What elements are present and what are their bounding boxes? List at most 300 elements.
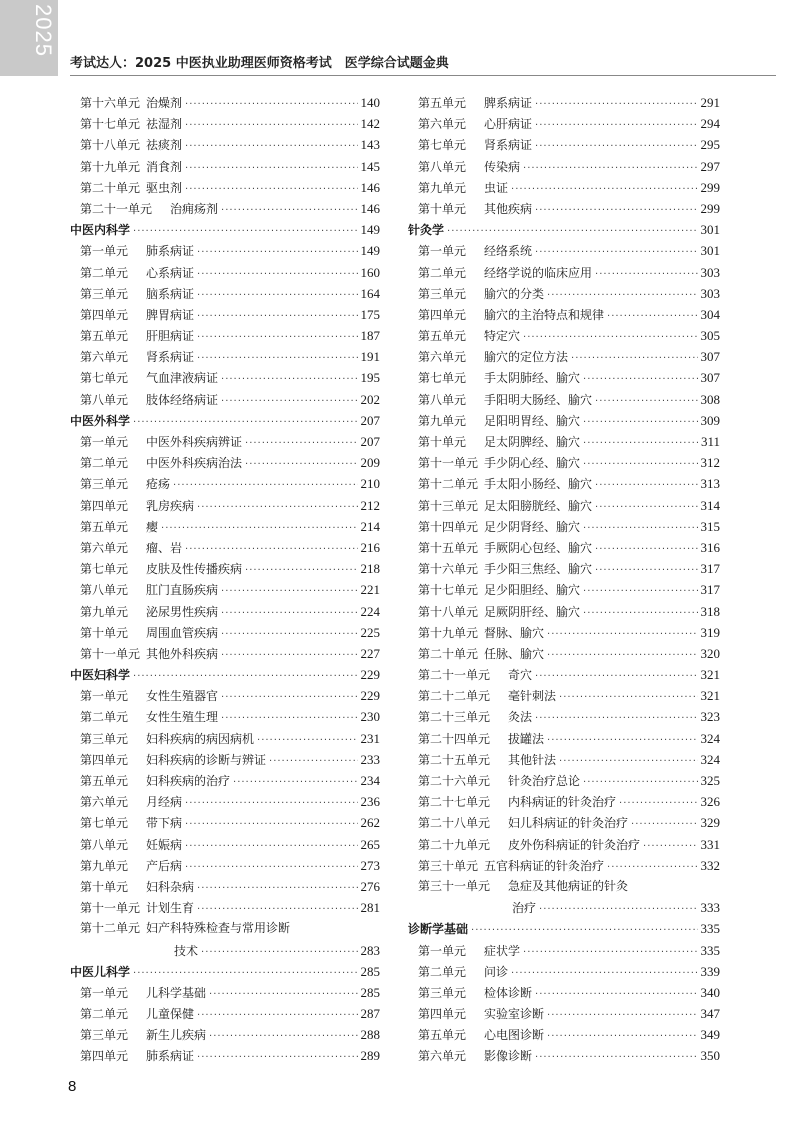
toc-entry-label xyxy=(418,390,592,411)
leader-dots xyxy=(539,899,697,920)
toc-section-row xyxy=(70,219,380,240)
toc-entry-title: 肛门直肠疾病 xyxy=(146,583,219,598)
leader-dots xyxy=(133,666,357,687)
toc-unit-number: 第一单元 xyxy=(418,244,467,259)
toc-entry-label xyxy=(418,983,532,1004)
toc-entry-row xyxy=(70,706,380,727)
toc-entry-label xyxy=(80,538,182,559)
toc-page-number: 321 xyxy=(700,667,720,683)
toc-entry-row xyxy=(70,897,380,918)
toc-entry-label xyxy=(80,771,230,792)
toc-entry-label xyxy=(418,1046,532,1067)
toc-entry-row xyxy=(70,346,380,367)
side-year-tab xyxy=(0,0,58,76)
toc-unit-number: 第十一单元 xyxy=(80,901,141,916)
toc-entry-title: 毫针刺法 xyxy=(508,689,557,704)
toc-entry-title: 泌尿男性疾病 xyxy=(146,604,219,619)
toc-entry-title: 女性生殖生理 xyxy=(146,710,219,725)
toc-entry-row xyxy=(70,601,380,622)
toc-page-number: 331 xyxy=(700,836,720,852)
toc-entry-title: 内科病证的针灸治疗 xyxy=(508,795,617,810)
toc-entry-title: 妇科疾病的诊断与辨证 xyxy=(146,752,267,767)
toc-page-number: 299 xyxy=(700,179,720,195)
leader-dots xyxy=(185,115,357,136)
leader-dots xyxy=(185,836,357,857)
toc-entry-row xyxy=(408,601,720,622)
toc-unit-number: 第十六单元 xyxy=(80,96,141,110)
toc-entry-title: 症状学 xyxy=(484,943,521,958)
leader-dots xyxy=(197,1005,357,1026)
leader-dots xyxy=(197,899,357,920)
toc-page-number: 311 xyxy=(700,434,720,449)
toc-entry-label xyxy=(80,157,182,178)
toc-entry-title: 治痈疡剂 xyxy=(170,201,219,216)
toc-entry-row xyxy=(70,812,380,833)
leader-dots xyxy=(197,285,357,306)
toc-page-number: 227 xyxy=(360,645,380,661)
toc-entry-label xyxy=(80,114,182,135)
toc-entry-title: 治燥剂 xyxy=(146,96,183,110)
toc-entry-label xyxy=(418,813,628,834)
leader-dots xyxy=(173,475,357,496)
toc-entry-label xyxy=(80,856,182,877)
toc-entry-label xyxy=(418,347,568,368)
toc-entry-label xyxy=(80,496,194,517)
toc-entry-title: 妇科疾病的治疗 xyxy=(146,774,231,788)
leader-dots xyxy=(523,327,697,348)
toc-unit-number: 第八单元 xyxy=(418,159,467,174)
toc-page-number: 236 xyxy=(360,794,380,810)
toc-entry-title: 女性生殖器官 xyxy=(146,689,219,704)
toc-page-number: 301 xyxy=(700,222,720,238)
toc-unit-number: 第七单元 xyxy=(80,371,129,386)
toc-entry-label xyxy=(418,241,532,262)
toc-entry-row xyxy=(70,198,380,219)
toc-unit-number: 第八单元 xyxy=(418,392,467,407)
toc-entry-row xyxy=(408,685,720,706)
toc-entry-label xyxy=(418,284,544,305)
leader-dots xyxy=(595,497,697,518)
toc-entry-title: 足少阴肾经、腧穴 xyxy=(484,519,581,534)
toc-unit-number: 第十二单元 xyxy=(80,921,141,936)
toc-unit-number: 第三单元 xyxy=(418,985,467,1000)
toc-page-number: 225 xyxy=(360,624,380,640)
leader-dots xyxy=(535,136,697,157)
toc-unit-number: 第三单元 xyxy=(80,1028,129,1043)
leader-dots xyxy=(185,179,357,200)
leader-dots xyxy=(535,94,697,115)
toc-section-title: 中医外科学 xyxy=(70,413,131,428)
leader-dots xyxy=(547,1026,697,1047)
leader-dots xyxy=(547,285,697,306)
toc-entry-row xyxy=(70,177,380,198)
leader-dots xyxy=(523,158,697,179)
toc-entry-title: 肾系病证 xyxy=(484,138,533,153)
leader-dots xyxy=(643,836,697,857)
toc-entry-row xyxy=(70,834,380,855)
toc-entry-label xyxy=(80,474,170,495)
toc-entry-row xyxy=(70,770,380,791)
toc-section-row xyxy=(70,664,380,685)
toc-unit-number: 第一单元 xyxy=(80,244,129,259)
toc-section-title: 中医内科学 xyxy=(70,223,131,238)
toc-entry-row xyxy=(408,664,720,685)
toc-entry-row xyxy=(70,622,380,643)
toc-entry-title: 疮疡 xyxy=(146,477,171,492)
leader-dots xyxy=(197,327,357,348)
toc-page-number: 287 xyxy=(360,1006,380,1022)
toc-page-number: 149 xyxy=(360,222,380,238)
leader-dots xyxy=(257,730,357,751)
toc-entry-label xyxy=(418,135,532,156)
toc-entry-title: 手太阴肺经、腧穴 xyxy=(484,371,581,386)
toc-entry-title: 治疗 xyxy=(512,901,537,916)
toc-unit-number: 第六单元 xyxy=(80,795,129,810)
toc-entry-title: 手少阳三焦经、腧穴 xyxy=(484,562,593,577)
toc-page-number: 335 xyxy=(700,942,720,958)
toc-entry-label xyxy=(80,263,194,284)
toc-page-number: 175 xyxy=(360,306,380,322)
leader-dots xyxy=(233,772,357,793)
toc-unit-number: 第十一单元 xyxy=(418,456,479,471)
toc-page-number: 149 xyxy=(360,243,380,259)
leader-dots xyxy=(197,497,357,518)
toc-entry-label xyxy=(418,496,592,517)
leader-dots xyxy=(185,857,357,878)
toc-page-number: 283 xyxy=(360,942,380,958)
toc-entry-title: 瘤、岩 xyxy=(146,540,183,555)
toc-page-number: 229 xyxy=(360,688,380,704)
toc-entry-row xyxy=(70,134,380,155)
toc-entry-row xyxy=(70,240,380,261)
leader-dots xyxy=(185,94,357,115)
toc-entry-row xyxy=(408,876,720,897)
toc-unit-number: 第一单元 xyxy=(80,689,129,704)
toc-unit-number: 第十九单元 xyxy=(80,159,141,174)
toc-unit-number: 第二单元 xyxy=(418,265,467,280)
toc-entry-label xyxy=(80,707,218,728)
leader-dots xyxy=(547,624,697,645)
toc-unit-number: 第二单元 xyxy=(80,456,129,471)
toc-entry-label xyxy=(418,750,556,771)
toc-unit-number: 第十单元 xyxy=(80,879,129,894)
toc-page-number: 142 xyxy=(360,116,380,132)
toc-unit-number: 第十四单元 xyxy=(418,519,479,534)
leader-dots xyxy=(185,136,357,157)
toc-entry-label xyxy=(80,432,242,453)
toc-entry-row xyxy=(408,304,720,325)
toc-entry-title: 心系病证 xyxy=(146,265,195,280)
toc-entry-title: 心肝病证 xyxy=(484,117,533,132)
toc-entry-title: 妇科杂病 xyxy=(146,879,195,894)
toc-entry-title: 乳房疾病 xyxy=(146,498,195,513)
toc-entry-row xyxy=(408,346,720,367)
toc-section-title: 诊断学基础 xyxy=(408,922,469,937)
toc-entry-title: 传染病 xyxy=(484,159,521,174)
toc-entry-title: 周围血管疾病 xyxy=(146,625,219,640)
toc-entry-row xyxy=(70,558,380,579)
toc-entry-label xyxy=(418,623,544,644)
toc-unit-number: 第六单元 xyxy=(80,350,129,365)
toc-right-column xyxy=(408,92,720,1067)
toc-entry-title: 足太阴脾经、腧穴 xyxy=(484,435,581,449)
toc-entry-title: 手阳明大肠经、腧穴 xyxy=(484,392,593,407)
toc-unit-number: 第九单元 xyxy=(418,180,467,195)
toc-entry-label xyxy=(80,453,242,474)
side-year-text: 2025 xyxy=(31,4,56,57)
toc-entry-label xyxy=(80,347,194,368)
toc-page-number: 212 xyxy=(360,497,380,513)
toc-section-row xyxy=(408,918,720,939)
toc-entry-row xyxy=(408,961,720,982)
toc-page-number: 297 xyxy=(700,158,720,174)
toc-entry-label xyxy=(418,686,556,707)
toc-entry-label xyxy=(418,199,532,220)
toc-unit-number: 第十六单元 xyxy=(418,562,479,577)
toc-unit-number: 第三单元 xyxy=(80,731,129,746)
toc-page-number: 210 xyxy=(360,476,380,492)
toc-entry-title: 足厥阴肝经、腧穴 xyxy=(484,604,581,619)
leader-dots xyxy=(595,391,697,412)
toc-entry-title: 气血津液病证 xyxy=(146,371,219,386)
leader-dots xyxy=(607,857,697,878)
toc-entry-title: 祛痰剂 xyxy=(146,138,183,153)
toc-entry-label xyxy=(418,941,520,962)
leader-dots xyxy=(209,1026,357,1047)
toc-entry-row xyxy=(70,495,380,516)
toc-entry-row xyxy=(408,791,720,812)
toc-entry-label xyxy=(80,602,218,623)
toc-page-number: 324 xyxy=(700,751,720,767)
leader-dots xyxy=(595,560,697,581)
toc-page-number: 273 xyxy=(360,857,380,873)
toc-entry-label xyxy=(418,876,628,897)
toc-page-number: 187 xyxy=(360,328,380,344)
toc-entry-row xyxy=(408,982,720,1003)
toc-entry-title: 技术 xyxy=(174,943,199,958)
leader-dots xyxy=(607,306,697,327)
toc-unit-number: 第五单元 xyxy=(80,329,129,344)
toc-entry-label xyxy=(418,771,580,792)
toc-entry-row xyxy=(70,876,380,897)
toc-entry-label xyxy=(418,263,592,284)
toc-entry-label xyxy=(418,93,532,114)
toc-entry-label xyxy=(418,707,532,728)
toc-entry-row xyxy=(408,622,720,643)
toc-entry-title: 急症及其他病证的针灸 xyxy=(508,878,629,893)
toc-entry-title: 问诊 xyxy=(484,964,509,979)
toc-unit-number: 第七单元 xyxy=(80,816,129,831)
toc-entry-label xyxy=(418,835,640,856)
leader-dots xyxy=(523,942,697,963)
toc-entry-label xyxy=(80,199,218,220)
toc-entry-row xyxy=(408,1003,720,1024)
toc-entry-label xyxy=(80,750,266,771)
leader-dots xyxy=(221,645,357,666)
toc-entry-title: 实验室诊断 xyxy=(484,1007,545,1022)
toc-entry-title: 足少阳胆经、腧穴 xyxy=(484,583,581,598)
toc-entry-title: 拔罐法 xyxy=(508,731,545,746)
toc-page-number: 291 xyxy=(700,95,720,110)
toc-page-number: 281 xyxy=(360,900,380,916)
toc-entry-label xyxy=(418,580,580,601)
toc-unit-number: 第八单元 xyxy=(80,837,129,852)
toc-unit-number: 第十五单元 xyxy=(418,540,479,555)
toc-entry-title: 中医外科疾病辨证 xyxy=(146,435,243,449)
toc-page-number: 164 xyxy=(360,285,380,301)
toc-page-number: 324 xyxy=(700,730,720,746)
toc-page-number: 350 xyxy=(700,1048,720,1064)
toc-page-number: 305 xyxy=(700,328,720,344)
toc-entry-label xyxy=(80,580,218,601)
leader-dots xyxy=(197,306,357,327)
toc-unit-number: 第七单元 xyxy=(80,562,129,577)
leader-dots xyxy=(547,645,697,666)
toc-entry-row xyxy=(408,177,720,198)
toc-entry-label xyxy=(418,368,580,389)
toc-entry-row xyxy=(408,1024,720,1045)
leader-dots xyxy=(535,242,697,263)
toc-page-number: 294 xyxy=(700,116,720,132)
leader-dots xyxy=(535,984,697,1005)
toc-page-number: 146 xyxy=(360,200,380,216)
toc-page-number: 321 xyxy=(700,688,720,704)
toc-entry-title: 针灸治疗总论 xyxy=(508,774,581,788)
leader-dots xyxy=(197,1047,357,1068)
toc-page-number: 320 xyxy=(700,645,720,661)
toc-left-column xyxy=(70,92,380,1067)
leader-dots xyxy=(595,475,697,496)
toc-entry-label xyxy=(418,644,544,665)
toc-entry-title: 月经病 xyxy=(146,795,183,810)
toc-entry-label xyxy=(418,1025,544,1046)
toc-page-number: 285 xyxy=(360,984,380,1000)
toc-unit-number: 第六单元 xyxy=(80,540,129,555)
toc-entry-row xyxy=(70,325,380,346)
toc-entry-row xyxy=(408,940,720,961)
toc-page-number: 218 xyxy=(360,561,380,577)
toc-page-number: 340 xyxy=(700,984,720,1000)
toc-unit-number: 第五单元 xyxy=(80,519,129,534)
toc-unit-number: 第二十九单元 xyxy=(418,837,491,852)
toc-page-number: 312 xyxy=(700,455,720,471)
toc-entry-label xyxy=(80,305,194,326)
toc-entry-label xyxy=(418,856,604,877)
toc-page-number: 325 xyxy=(700,773,720,788)
toc-entry-row xyxy=(408,240,720,261)
toc-entry-row xyxy=(70,156,380,177)
leader-dots xyxy=(133,221,357,242)
toc-entry-label xyxy=(418,962,508,983)
leader-dots xyxy=(185,158,357,179)
toc-entry-label xyxy=(80,135,182,156)
leader-dots xyxy=(221,687,357,708)
toc-entry-title: 影像诊断 xyxy=(484,1049,533,1064)
toc-entry-row xyxy=(408,92,720,113)
toc-entry-row xyxy=(408,1045,720,1066)
toc-entry-title: 祛湿剂 xyxy=(146,117,183,132)
toc-entry-title: 新生儿疾病 xyxy=(146,1028,207,1043)
toc-entry-label xyxy=(418,602,580,623)
toc-page-number: 289 xyxy=(360,1048,380,1064)
toc-unit-number: 第三单元 xyxy=(80,286,129,301)
toc-entry-label xyxy=(80,368,218,389)
toc-entry-title: 检体诊断 xyxy=(484,985,533,1000)
toc-entry-label xyxy=(80,686,218,707)
toc-entry-title: 虫证 xyxy=(484,180,509,195)
toc-entry-row xyxy=(70,262,380,283)
leader-dots xyxy=(547,730,697,751)
toc-entry-title: 脾胃病证 xyxy=(146,307,195,322)
toc-page-number: 202 xyxy=(360,391,380,407)
toc-entry-label xyxy=(418,792,616,813)
toc-entry-title: 中医外科疾病治法 xyxy=(146,456,243,471)
toc-page-number: 143 xyxy=(360,137,380,153)
toc-entry-row xyxy=(408,283,720,304)
toc-entry-row xyxy=(70,728,380,749)
toc-entry-row xyxy=(408,643,720,664)
toc-unit-number: 第四单元 xyxy=(80,307,129,322)
toc-entry-title: 肢体经络病证 xyxy=(146,392,219,407)
toc-entry-label xyxy=(80,813,182,834)
toc-entry-title: 任脉、腧穴 xyxy=(484,646,545,661)
toc-continuation-row xyxy=(70,940,380,961)
toc-entry-row xyxy=(70,1024,380,1045)
toc-entry-row xyxy=(408,706,720,727)
toc-page-number: 265 xyxy=(360,836,380,852)
leader-dots xyxy=(511,963,697,984)
leader-dots xyxy=(197,348,357,369)
toc-unit-number: 第四单元 xyxy=(418,307,467,322)
toc-entry-title: 腧穴的定位方法 xyxy=(484,350,569,365)
toc-entry-row xyxy=(408,749,720,770)
running-head: 考试达人：2025 中医执业助理医师资格考试 医学综合试题金典 xyxy=(70,56,449,71)
toc-unit-number: 第二单元 xyxy=(418,964,467,979)
toc-page-number: 207 xyxy=(360,434,380,449)
leader-dots xyxy=(197,264,357,285)
toc-entry-label xyxy=(418,178,508,199)
leader-dots xyxy=(185,814,357,835)
toc-entry-label xyxy=(80,983,206,1004)
toc-entry-label xyxy=(80,1046,194,1067)
toc-page-number: 234 xyxy=(360,773,380,788)
leader-dots xyxy=(221,200,357,221)
leader-dots xyxy=(221,708,357,729)
toc-entry-label xyxy=(418,559,592,580)
toc-unit-number: 第二十单元 xyxy=(418,646,479,661)
toc-entry-label xyxy=(418,305,604,326)
toc-entry-title: 皮外伤科病证的针灸治疗 xyxy=(508,837,641,852)
toc-entry-row xyxy=(70,516,380,537)
toc-entry-row xyxy=(408,495,720,516)
toc-page-number: 288 xyxy=(360,1027,380,1043)
leader-dots xyxy=(583,581,697,602)
leader-dots xyxy=(583,369,697,390)
leader-dots xyxy=(221,391,357,412)
leader-dots xyxy=(631,814,697,835)
toc-page-number: 315 xyxy=(700,518,720,534)
leader-dots xyxy=(185,793,357,814)
toc-entry-label xyxy=(418,157,520,178)
toc-unit-number: 第七单元 xyxy=(418,138,467,153)
toc-page-number: 304 xyxy=(700,306,720,322)
toc-entry-title: 手厥阴心包经、腧穴 xyxy=(484,540,593,555)
toc-entry-title: 消食剂 xyxy=(146,159,183,174)
toc-page-number: 333 xyxy=(700,900,720,916)
toc-entry-row xyxy=(408,410,720,431)
toc-page-number: 285 xyxy=(360,963,380,979)
toc-entry-label xyxy=(80,792,182,813)
